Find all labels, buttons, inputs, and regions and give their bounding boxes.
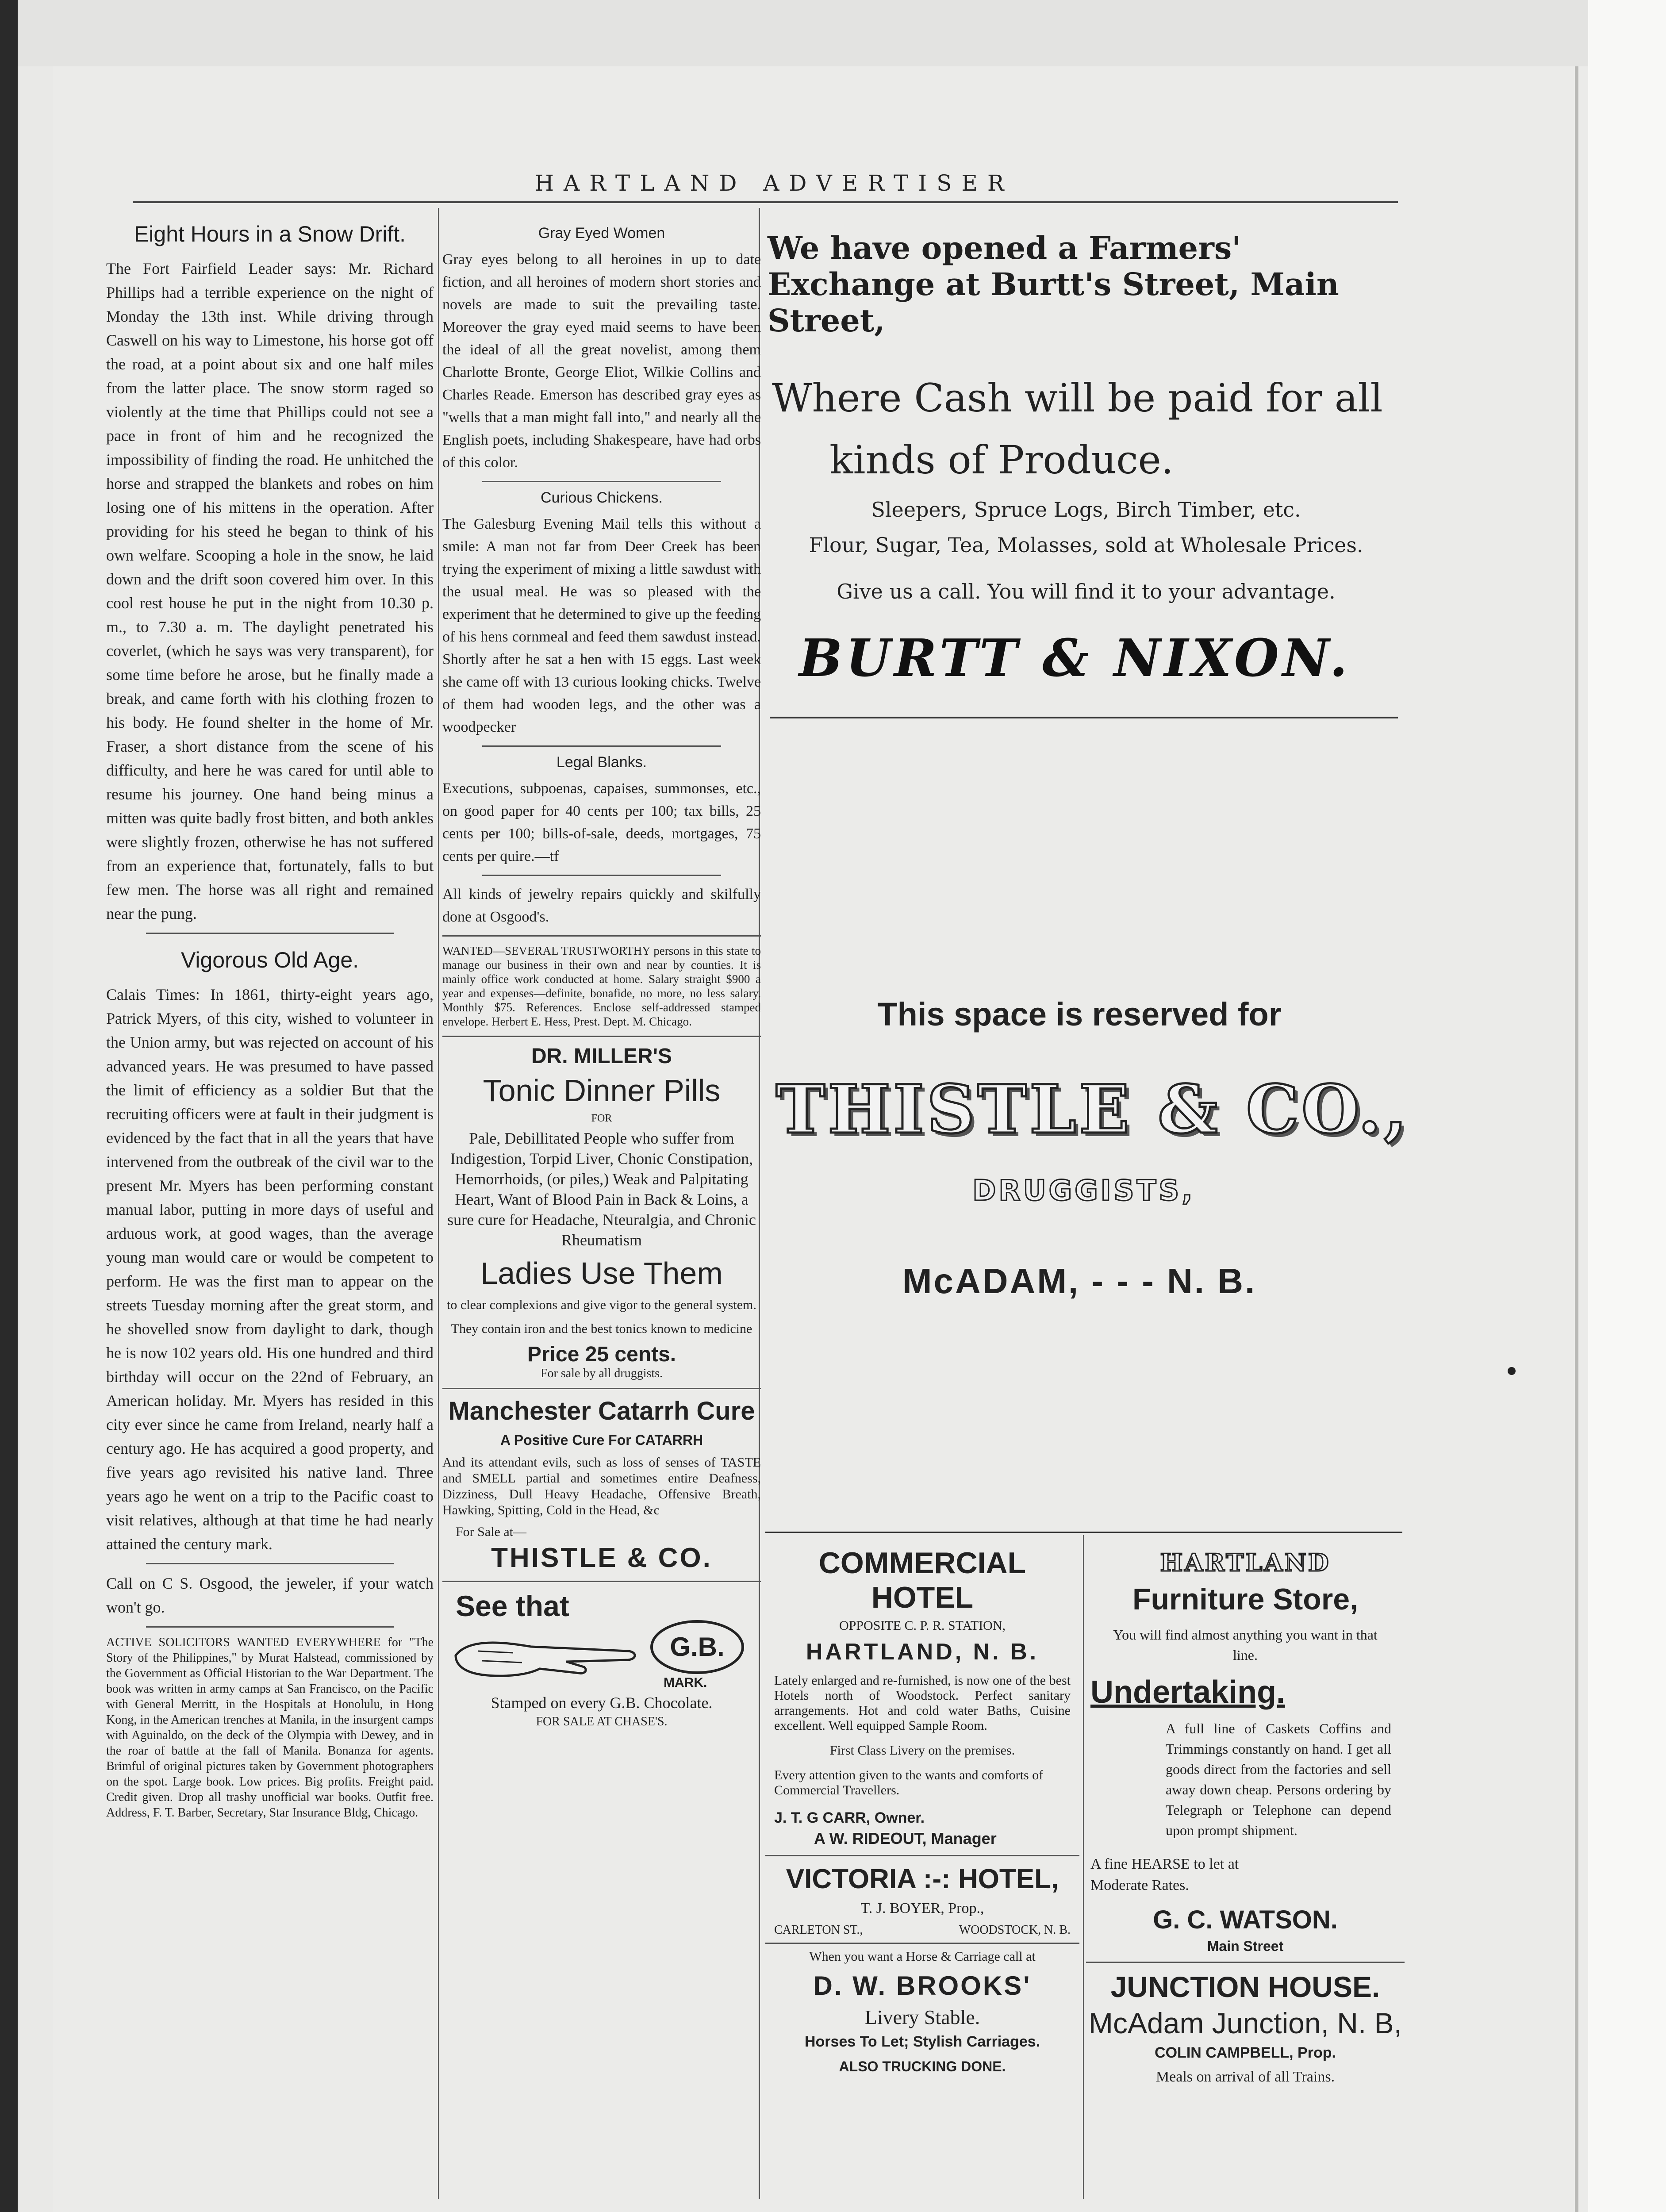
divider bbox=[482, 875, 721, 876]
article-title-gray-eyed: Gray Eyed Women bbox=[538, 225, 665, 242]
thistle-co-logo: THISTLE & CO., bbox=[775, 1071, 1410, 1148]
miller-brand: DR. MILLER'S bbox=[531, 1045, 672, 1068]
article-body-gray-eyed: Gray eyes belong to all heroines in up to date fiction, and all heroines of modern short stories and novels are made to suit the prevailing taste. Moreover the gray eyed maid seems to have been the ideal of all the great novelist, among them Charlotte Bronte, George Eliot, Wilkie Collins and Charles Reade. Emerson has described gray eyes as "wells that a man might fall into," and nearly all the English poets, including Shakespeare, have had orbs of this color. bbox=[442, 251, 761, 471]
products-line-1: Sleepers, Spruce Logs, Birch Timber, etc. bbox=[871, 498, 1301, 522]
druggists-label: DRUGGISTS, bbox=[972, 1175, 1195, 1207]
column-2 bbox=[442, 221, 761, 1729]
article-body-legal-blanks: Executions, subpoenas, capaises, summonses, etc., on good paper for 40 cents per 100; tax bills, 25 cents per 100; bills-of-sale, deeds, mortgages, 75 cents per quire.—tf bbox=[442, 780, 761, 864]
divider bbox=[146, 1563, 394, 1564]
catarrh-title: Manchester Catarrh Cure bbox=[448, 1397, 755, 1425]
miller-list: Pale, Debillitated People who suffer from Indigestion, Torpid Liver, Chonic Constipation, Hemorrhoids, (or piles,) Weak and Palpitating Heart, Want of Blood Pain in Back & Loins, a sure cure for Headache, Nteuralgia, and Chronic Rheumatism bbox=[447, 1129, 756, 1249]
column-1 bbox=[106, 221, 434, 1820]
hotel-column bbox=[765, 1540, 1079, 2075]
junction-prop: COLIN CAMPBELL, Prop. bbox=[1155, 2044, 1336, 2061]
commercial-opposite: OPPOSITE C. P. R. STATION, bbox=[839, 1618, 1006, 1633]
scan-edge-right bbox=[1588, 0, 1666, 2212]
divider bbox=[442, 1581, 761, 1582]
reserved-space-line: This space is reserved for bbox=[877, 996, 1282, 1033]
solicitors-ad: ACTIVE SOLICITORS WANTED EVERYWHERE for "The Story of the Philippines," by Murat Halstead, commissioned by the Government as Official Historian to the War Department. The book was written in army camps at San Francisco, on the Pacific with General Merritt, in the Hospitals at Honolulu, in Hong Kong, in the American trenches at Manila, in the insurgent camps with Aguinaldo, on the deck of the Olympia with Dewey, and in the roar of battle at the fall of Manila. Bonanza for agents. Brimful of original pictures taken by Government photographers on the spot. Large book. Low prices. Big profits. Freight paid. Credit given. Drop all trashy unofficial war books. Outfit free. Address, F. T. Barber, Secretary, Star Insurance Bldg, Chicago. bbox=[106, 1636, 434, 1820]
article-body-snow-drift: The Fort Fairfield Leader says: Mr. Richard Phillips had a terrible experience on the night of Monday the 13th inst. While driving through Caswell on his way to Limestone, his horse got off the road, at a point about six and one half miles from the latter place. The snow storm raged so violently at the time that Phillips could not see a pace in front of him and he recognized the impossibility of finding the road. He unhitched the horse and strapped the blankets and robes on him losing one of his mittens in the operation. After providing for his steed he began to think of his own welfare. Scooping a hole in the snow, he laid down and the drift soon covered him over. In this cool rest house he put in the night from 10.30 p. m., to 7.30 a. m. The daylight penetrated his coverlet, (which he says was very transparent), for some time before he arose, but he finally made a break, and came forth with his clothing frozen to his body. He found shelter in the home of Mr. Fraser, a short distance from the scene of his difficulty, and here he was cared for until able to resume his journey. One hand being minus a mitten was quite badly frost bitten, and both ankles were slightly frozen, otherwise he has not suffered from an experience that, fortunately, falls to but few men. The horse was all right and remained near the pung. bbox=[106, 260, 434, 922]
commercial-manager: A W. RIDEOUT, Manager bbox=[814, 1829, 997, 1847]
divider bbox=[765, 1943, 1079, 1944]
victoria-hotel-title: VICTORIA :-: HOTEL, bbox=[786, 1864, 1059, 1894]
advantage-line: Give us a call. You will find it to your advantage. bbox=[837, 580, 1336, 603]
commercial-livery: First Class Livery on the premises. bbox=[829, 1743, 1015, 1758]
article-title-legal-blanks: Legal Blanks. bbox=[556, 754, 647, 771]
masthead-rule bbox=[133, 201, 1398, 203]
stamped-line: Stamped on every G.B. Chocolate. bbox=[491, 1694, 713, 1712]
victoria-city: WOODSTOCK, N. B. bbox=[959, 1923, 1071, 1937]
article-title-snow-drift: Eight Hours in a Snow Drift. bbox=[134, 222, 406, 246]
mark-label: MARK. bbox=[664, 1675, 707, 1690]
commercial-body: Lately enlarged and re-furnished, is now one of the best Hotels north of Woodstock. Perfect sanitary arrangements. Hot and cold water Baths, Cuisine excellent. Well equipped Sample Room. bbox=[774, 1673, 1071, 1733]
divider bbox=[442, 1388, 761, 1389]
contain-text: They contain iron and the best tonics known to medicine bbox=[451, 1321, 752, 1336]
mcadam-location: McADAM, - - - N. B. bbox=[902, 1261, 1257, 1301]
commercial-hotel-title: COMMERCIAL HOTEL bbox=[818, 1546, 1026, 1614]
article-title-old-age: Vigorous Old Age. bbox=[180, 948, 359, 972]
price-line: Price 25 cents. bbox=[527, 1343, 676, 1366]
catarrh-store: THISTLE & CO. bbox=[491, 1543, 712, 1573]
gb-chocolate-ad bbox=[442, 1589, 761, 1691]
furniture-body: You will find almost anything you want in that line. bbox=[1113, 1627, 1378, 1663]
divider bbox=[482, 481, 721, 482]
divider bbox=[482, 745, 721, 747]
commercial-town: HARTLAND, N. B. bbox=[806, 1639, 1039, 1665]
furniture-store-title: Furniture Store, bbox=[1132, 1582, 1359, 1616]
article-body-chickens: The Galesburg Evening Mail tells this without a smile: A man not far from Deer Creek has been trying the experiment of mixing a little sawdust with the usual meal. He was so pleased with the experiment that he determined to give up the feeding of his hens cornmeal and feed them sawdust instead. Shortly after he sat a hen with 15 eggs. Last week she came off with 13 curious looking chicks. Twelve of them had wooden legs, and the other was a woodpecker bbox=[442, 516, 761, 735]
burtt-nixon-firm: BURTT & NIXON. bbox=[799, 628, 1351, 688]
commercial-attention: Every attention given to the wants and comforts of Commercial Travellers. bbox=[774, 1768, 1044, 1797]
junction-place: McAdam Junction, N. B, bbox=[1089, 2007, 1402, 2039]
masthead: HARTLAND ADVERTISER bbox=[534, 170, 1014, 196]
jeweler-notice: Call on C S. Osgood, the jeweler, if your watch won't go. bbox=[106, 1575, 434, 1616]
brooks-name: D. W. BROOKS' bbox=[813, 1971, 1032, 2001]
jewelry-notice: All kinds of jewelry repairs quickly and skilfully done at Osgood's. bbox=[442, 886, 761, 925]
ladies-use-them: Ladies Use Them bbox=[480, 1256, 723, 1290]
furniture-column bbox=[1086, 1540, 1405, 2085]
junction-house-title: JUNCTION HOUSE. bbox=[1110, 1970, 1380, 2003]
article-title-chickens: Curious Chickens. bbox=[541, 489, 663, 506]
gb-mark-logo: G.B. bbox=[650, 1620, 744, 1674]
victoria-address bbox=[774, 1923, 1071, 1937]
wanted-ad: WANTED—SEVERAL TRUSTWORTHY persons in this state to manage our business in their own and near by counties. It is mainly office work conducted at home. Salary straight $900 a year and expenses—definite, bonafide, no more, no less salary. Monthly $75. References. Enclose self-addressed stamped envelope. Herbert E. Hess, Prest. Dept. M. Chicago. bbox=[442, 944, 761, 1028]
paper-fold bbox=[1575, 66, 1578, 2212]
undertaking-title: Undertaking. bbox=[1090, 1674, 1286, 1710]
article-body-old-age: Calais Times: In 1861, thirty-eight years ago, Patrick Myers, of this city, wished to volunteer in the Union army, but was rejected on account of his advanced years. He was presumed to have passed the limit of efficiency as a soldier But that the recruiting officers were at fault in their judgment is evidenced by the fact that in all the years that have intervened from the outbreak of the civil war to the present Mr. Myers has been performing constant manual labor, putting in more days of useful and arduous work, at good wages, than the average young man would care or would be competent to perform. He was the first man to appear on the streets Tuesday morning after the great storm, and he shovelled snow from daylight to dark, though he is now 102 years old. His one hundred and third birthday will occur on the 22nd of February, an American holiday. Mr. Myers has resided in this city ever since he came from Ireland, nearly half a century ago. He has acquired a good property, and five years ago revisited his native land. Three years ago he went on a trip to the Pacific coast to visit relatives, although at that time he had nearly attained the century mark. bbox=[106, 986, 434, 1553]
ad-rule bbox=[770, 717, 1398, 718]
livery-stable: Livery Stable. bbox=[864, 2006, 980, 2028]
chases-line: FOR SALE AT CHASE'S. bbox=[536, 1715, 668, 1728]
trucking-line: ALSO TRUCKING DONE. bbox=[839, 2058, 1006, 2074]
ads-top-rule bbox=[765, 1532, 1402, 1533]
victoria-street: CARLETON ST., bbox=[774, 1923, 863, 1937]
caskets-body: A full line of Caskets Coffins and Trimmings constantly on hand. I get all goods direct from the factories and sell away down cheap. Persons ordering by Telegraph or Telephone can depend upon prompt shipment. bbox=[1166, 1720, 1391, 1838]
products-line-2: Flour, Sugar, Tea, Molasses, sold at Wholesale Prices. bbox=[809, 533, 1363, 557]
sale-line: For sale by all druggists. bbox=[540, 1367, 663, 1380]
cash-line-2: kinds of Produce. bbox=[829, 437, 1174, 483]
catarrh-forsale: For Sale at— bbox=[456, 1525, 526, 1539]
ladies-text: to clear complexions and give vigor to the general system. bbox=[447, 1298, 756, 1312]
see-that-label: See that bbox=[456, 1590, 569, 1622]
hartland-label: HARTLAND bbox=[1160, 1548, 1331, 1577]
horses-to-let: Horses To Let; Stylish Carriages. bbox=[804, 2033, 1040, 2050]
catarrh-subtitle: A Positive Cure For CATARRH bbox=[500, 1432, 703, 1448]
farmers-exchange-headline: We have opened a Farmers' Exchange at Burtt's Street, Main Street, bbox=[768, 230, 1339, 339]
victoria-prop: T. J. BOYER, Prop., bbox=[860, 1900, 984, 1916]
watson-name: G. C. WATSON. bbox=[1153, 1905, 1338, 1934]
divider bbox=[442, 1036, 761, 1037]
main-street: Main Street bbox=[1207, 1938, 1284, 1954]
miller-title: Tonic Dinner Pills bbox=[483, 1073, 721, 1108]
divider bbox=[1086, 1962, 1405, 1963]
column-rule-3 bbox=[1083, 1535, 1084, 2199]
divider bbox=[146, 933, 394, 934]
miller-for: FOR bbox=[591, 1113, 612, 1124]
catarrh-body: And its attendant evils, such as loss of senses of TASTE and SMELL partial and sometimes entire Deafness, Dizziness, Dull Heavy Headache, Offensive Breath, Hawking, Spitting, Cold in the Head, &c bbox=[442, 1455, 761, 1517]
hearse-line: A fine HEARSE to let at Moderate Rates. bbox=[1090, 1856, 1239, 1893]
scan-edge-left bbox=[0, 0, 18, 2212]
horse-carriage-line: When you want a Horse & Carriage call at bbox=[809, 1949, 1036, 1964]
divider bbox=[765, 1855, 1079, 1856]
pointing-hand-icon bbox=[451, 1624, 646, 1686]
divider bbox=[442, 935, 761, 937]
scan-background bbox=[18, 0, 1588, 66]
divider bbox=[146, 1626, 394, 1628]
junction-meals: Meals on arrival of all Trains. bbox=[1155, 2069, 1335, 2085]
column-rule-1 bbox=[438, 208, 439, 2199]
cash-line-1: Where Cash will be paid for all bbox=[772, 375, 1383, 421]
print-dot bbox=[1508, 1367, 1516, 1375]
cash-paid-block bbox=[772, 367, 1400, 491]
commercial-owner: J. T. G CARR, Owner. bbox=[774, 1809, 925, 1826]
